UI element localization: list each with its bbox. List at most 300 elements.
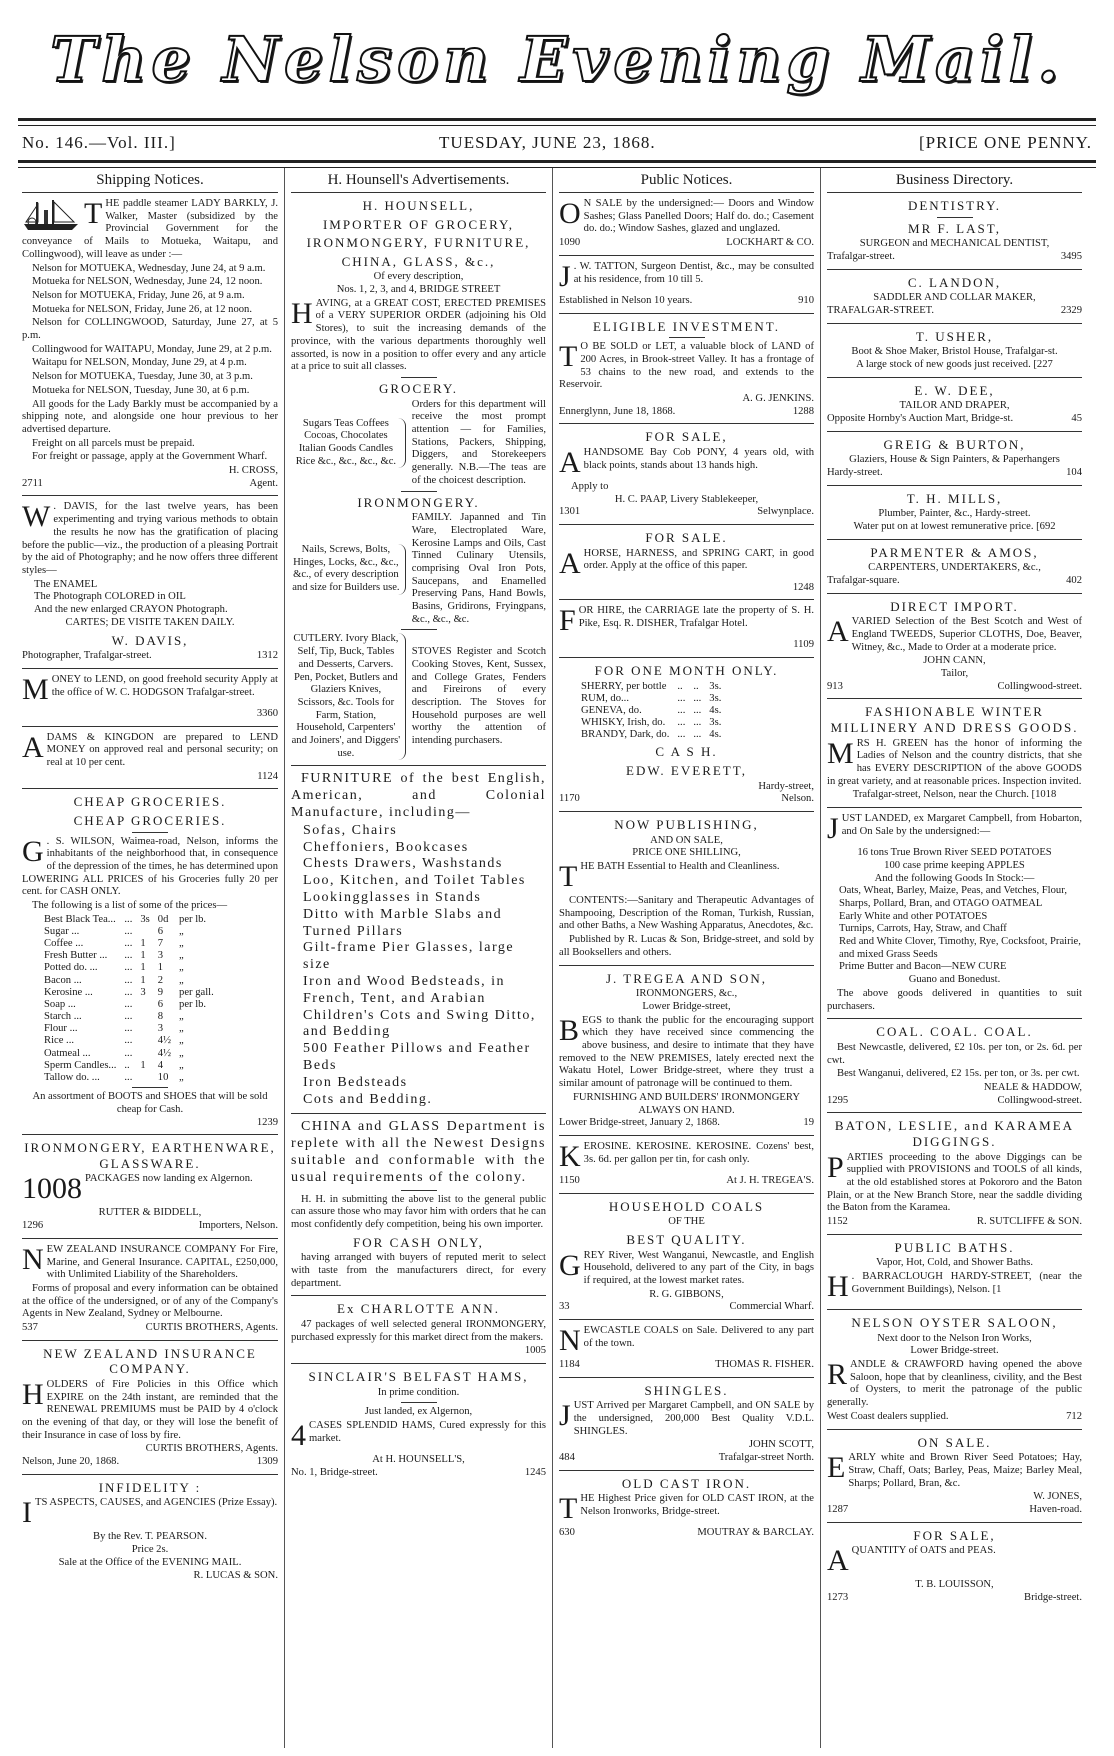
centered-line: H. C. PAAP, Livery Stablekeeper, [614,493,759,505]
ad-number: 484 [559,1452,575,1464]
ad-footer [559,237,814,250]
ad-heading: IRONMONGERY. [357,494,480,510]
ad-heading: CHEAP GROCERIES. [73,794,227,810]
paragraph [559,1141,814,1174]
paragraph-text: Best Wanganui, delivered, £2 15s. per ton, or 3s. per cwt. [837,1068,1080,1080]
price-cell: 4½ [157,1035,172,1047]
divider [827,807,1082,808]
price-cell: „ [179,1011,184,1023]
section-heading: Shipping Notices. [22,168,278,193]
paragraph [291,1252,546,1290]
paragraph [291,1420,546,1453]
ad-footer [827,1411,1082,1424]
paragraph-text: The following is a list of some of the prices— [32,900,228,912]
paragraph-text: ONEY to LEND, on good freehold security Apply at the office of W. C. HODGSON Trafalgar-street. [51,673,278,698]
list-line: The ENAMEL [34,578,98,590]
price-cell [136,1072,153,1084]
paragraph-text: TS ASPECTS, CAUSES, and AGENCIES (Prize Essay). [35,1497,278,1509]
divider [559,524,814,525]
ad-number: 1170 [559,793,580,805]
ad-footer [827,1216,1082,1229]
ad-number: 1152 [827,1216,848,1228]
ad-heading: FOR CASH ONLY, [353,1234,484,1250]
ad-heading: SINCLAIR'S BELFAST HAMS, [308,1369,529,1385]
ad-number: Established in Nelson 10 years. [559,294,693,306]
ad-heading: NEW ZEALAND INSURANCE COMPANY. [43,1345,257,1377]
list-line: Red and White Clover, Timothy, Rye, Cocksfoot, Prairie, and mixed Grass Seeds [839,936,1081,960]
list-line: Children's Cots and Swing Ditto, and Bedding [303,1007,536,1040]
ad-footer [559,1117,814,1130]
paragraph [22,385,278,398]
paragraph-text: OLDERS of Fire Policies in this Office which EXPIRE on the 24th instant, are reminded that the RENEWAL PREMIUMS must be PAID by 4 o'clock on the evening of that day, or they will lose the benefit of their Insurance in case of loss by fire. [22,1378,278,1441]
divider [559,1377,814,1378]
paragraph-text: The above goods delivered in quantities to suit purchasers. [827,987,1082,1012]
divider [22,1340,278,1341]
price-cell: per gall. [179,986,214,998]
ad-heading: NELSON OYSTER SALOON, [851,1315,1058,1331]
price-row [40,1035,218,1047]
list-line: Cots and Bedding. [303,1091,433,1107]
paragraph [291,1319,546,1344]
paragraph-text: HORSE, HARNESS, and SPRING CART, in good order. Apply at the office of this paper. [583,547,814,572]
price-cell [136,1048,153,1060]
ad-heading: C A S H. [655,744,718,760]
paragraph-text: ARLY white and Brown River Seed Potatoes; Hay, Straw, Chaff, Oats; Barley, Peas, Maize; Barley Meal, Sharps; Pollard, Bran, &c. [848,1452,1082,1489]
paragraph [22,836,278,900]
divider [559,657,814,658]
paragraph [22,290,278,303]
price: [PRICE ONE PENNY. [918,133,1092,152]
price-row [577,717,725,729]
centered-line: Trafalgar-street, Nelson, near the Church. [1018 [852,789,1057,801]
ad-signoff: Commercial Wharf. [729,1301,814,1313]
drop-cap: N [559,1324,581,1358]
price-cell: 0d [157,913,169,925]
list-line: Prime Butter and Bacon—NEW CURE [839,961,1007,973]
list-line: 500 Feather Pillows and Feather Beds [303,1041,531,1074]
paragraph-text: PACKAGES now landing ex Algernon. [85,1173,253,1185]
ad-footer [559,793,814,806]
list-line: Apply to [571,480,609,492]
column-2 [284,168,552,1748]
paragraph [559,548,814,581]
drop-cap: I [22,1496,32,1530]
ad-footer [559,1301,814,1314]
price-row [40,987,218,999]
list-line: Oats, Wheat, Barley, Maize, Peas, and Vetches, Flour, Sharps, Pollard, Bran, and OTAGO OATMEAL [839,885,1067,909]
paragraph [22,1173,278,1206]
columns [16,168,1098,1748]
paragraph [559,198,814,236]
list-line: Chests Drawers, Washstands [303,856,503,872]
paragraph-text: Motueka for NELSON, Friday, June 26, at 12 noon. [32,303,252,315]
signature: 1109 [793,639,814,651]
drop-cap: P [827,1150,844,1184]
divider [291,1363,546,1364]
divider [559,313,814,314]
price-cell: ... [693,704,702,716]
paragraph [291,771,546,821]
ad-heading: FOR SALE. [645,530,728,546]
centered-line: And the following Goods In Stock:— [874,872,1035,884]
price-cell: Sugar ... [44,925,80,937]
price-cell: „ [179,1035,184,1047]
ad-signoff: Selwynplace. [757,506,814,518]
price-cell: 6 [157,998,164,1010]
price-cell: Flour ... [44,1023,78,1035]
ad-heading: H. HOUNSELL, [362,198,475,213]
paragraph-text: FURNITURE of the best English, American, and Colonial Manufacture, including— [291,771,546,821]
ad-signoff: R. SUTCLIFFE & SON. [976,1216,1082,1228]
paragraph [22,371,278,384]
price-cell: GENEVA, do. [581,704,642,716]
ad-heading: FASHIONABLE WINTER MILLINERY AND DRESS GOODS. [830,704,1079,735]
ad-heading: PUBLIC BATHS. [894,1239,1015,1255]
price-cell: 9 [157,986,164,998]
bracket-items: Nails, Screws, Bolts, Hinges, Locks, &c., &c., &c., of every description and size for Builders use. [291,544,406,595]
price-cell: Coffee ... [44,938,84,950]
ad-heading: DIRECT IMPORT. [890,598,1019,614]
ad-footer [559,1359,814,1372]
paragraph-text: AVING, at a GREAT COST, ERECTED PREMISES of a VERY SUPERIOR ORDER (adjoining his Old Stores), to suit the increasing demands of the province, with the various departments thoroughly well assorted, is now in a position to offer every and any article at a price to suit all classes. [291,297,546,373]
ad-number: Lower Bridge-street, January 2, 1868. [559,1117,720,1129]
ad-footer [827,251,1082,264]
paragraph [827,1042,1082,1067]
centered-line: At H. HOUNSELL'S, [372,1454,465,1466]
price-row [40,1048,218,1060]
ad-signoff: Importers, Nelson. [198,1220,278,1232]
price-table [577,681,725,742]
paragraph [559,1250,814,1288]
price-cell: 3 [157,1023,164,1035]
list-line: Ditto with Marble Slabs and Turned Pillars [303,906,503,939]
ad-heading: CHINA, GLASS, &c., [341,253,496,269]
paragraph-text: Nelson for COLLINGWOOD, Saturday, June 27, at 5 p.m. [22,317,278,342]
drop-cap: A [827,1544,849,1578]
centered-line: Lower Bridge-street. [910,1345,999,1357]
paragraph [22,357,278,370]
bracket-items: CUTLERY. Ivory Black, Self, Tip, Buck, Tables and Desserts, Carvers. Pen, Pocket, Butlers and Glaziers Knives, Scissors, &c. Tools for Farm, Station, Household, Carpenters' and Joiners', and Diggers' use. [291,633,406,760]
paragraph [559,1400,814,1438]
centered-line: T. B. LOUISSON, [915,1579,994,1591]
price-cell: 6 [157,925,164,937]
ad-signoff: Collingwood-street. [997,1094,1082,1106]
ad-footer [559,506,814,519]
bracketed-list [291,399,546,488]
drop-cap: R [827,1358,848,1392]
centered-line: SADDLER AND COLLAR MAKER, [873,292,1036,304]
ad-signoff: CURTIS BROTHERS, Agents. [145,1322,278,1334]
price-cell: 3 [157,950,164,962]
price-cell: SHERRY, per bottle [581,680,667,692]
ad-heading: GREIG & BURTON, [883,436,1026,452]
drop-cap: T [84,197,103,230]
ad-heading: BEST QUALITY. [626,1231,747,1247]
ad-footer [827,467,1082,480]
signature: R. LUCAS & SON. [193,1569,278,1581]
price-cell: „ [179,1023,184,1035]
paragraph [827,1545,1082,1578]
ad-number: Ennerglynn, June 18, 1868. [559,405,676,417]
divider [559,811,814,812]
ad-signoff: 1245 [524,1466,546,1478]
divider [18,118,1096,126]
paragraph [559,895,814,933]
price-cell: Sperm Candles... [44,1059,117,1071]
drop-cap: A [559,445,581,479]
price-cell [136,1011,153,1023]
price-cell: „ [179,974,184,986]
divider [559,423,814,424]
short-rule [132,832,168,833]
paragraph-text: Nelson for MOTUEKA, Tuesday, June 30, at 3 p.m. [32,371,253,383]
list-line: Turnips, Carrots, Hay, Straw, and Chaff [839,923,1007,935]
ad-signoff: Nelson. [781,793,814,805]
ad-signoff: At J. H. TREGEA'S. [726,1174,814,1186]
ad-signoff: Haven-road. [1029,1503,1082,1515]
price-cell: Potted do. ... [44,962,98,974]
price-cell: 4 [157,1059,164,1071]
price-cell: „ [179,1071,184,1083]
divider [827,377,1082,378]
price-cell: ... [124,925,133,937]
ad-number: No. 1, Bridge-street. [291,1466,378,1478]
drop-cap: M [22,672,49,706]
paragraph [22,732,278,770]
short-rule [401,1402,437,1403]
paragraph [291,1194,546,1232]
price-cell: „ [179,938,184,950]
ad-signoff: 45 [1071,412,1082,424]
ad-heading: BATON, LESLIE, and KARAMEA DIGGINGS. [834,1118,1075,1149]
drop-cap: A [22,730,44,764]
price-cell: Rice ... [44,1035,75,1047]
drop-cap: B [559,1013,580,1047]
ad-number: 33 [559,1301,570,1313]
price-cell [136,999,153,1011]
ad-signoff: 910 [798,294,814,306]
paragraph [22,900,278,913]
price-cell: Tallow do. ... [44,1071,100,1083]
price-cell: ... [124,986,133,998]
paragraph-text: . W. TATTON, Surgeon Dentist, &c., may be consulted at his residence, from 10 till 5. [573,260,814,285]
paragraph [291,1119,546,1186]
paragraph-text: For freight or passage, apply at the Government Wharf. [32,451,268,463]
divider [559,1470,814,1471]
drop-cap: A [827,615,849,649]
price-row [40,999,218,1011]
price-cell: 1 [140,962,146,974]
ad-footer [827,681,1082,694]
centered-line: RUTTER & BIDDELL, [98,1207,202,1219]
paragraph-text: VARIED Selection of the Best Scotch and West of England TWEEDS, Superior CLOTHS, Doe, Beaver, Witney, &c., Made to Order at a moderate price. [851,616,1082,653]
ad-number: 1296 [22,1220,44,1232]
ad-signoff: THOMAS R. FISHER. [715,1359,814,1371]
short-rule [401,377,437,378]
paragraph-text: Best Newcastle, delivered, £2 10s. per ton, or 2s. 6d. per cwt. [827,1041,1082,1066]
ad-footer [559,1527,814,1540]
price-cell: Soap ... [44,998,76,1010]
paragraph [22,438,278,451]
price-row [577,681,725,693]
divider [827,1309,1082,1310]
signature: Hardy-street, [758,780,814,792]
divider [827,1234,1082,1235]
paragraph-text: RS H. GREEN has the honor of informing the Ladies of Nelson and the country districts, that she has EVERY DESCRIPTION of the above GOODS in great variety, and at reasonable prices. Inspection invited. [827,737,1082,787]
divider [827,539,1082,540]
list-line: Early White and other POTATOES [839,910,988,922]
paragraph [559,1493,814,1526]
ad-signoff: Bridge-street. [1024,1591,1082,1603]
centered-line: SURGEON and MECHANICAL DENTIST, [859,238,1050,250]
drop-cap: J [827,812,839,846]
paragraph [827,616,1082,654]
ad-signoff: LOCKHART & CO. [726,237,814,249]
divider [22,1474,278,1475]
divider [827,1429,1082,1430]
paragraph-text: CASES SPLENDID HAMS, Cured expressly for this market. [309,1420,546,1444]
centered-line: Tailor, [940,668,969,679]
section-heading: Business Directory. [827,168,1082,193]
price-cell: ... [124,913,133,925]
divider [559,1135,814,1136]
short-rule [937,217,973,218]
price-cell: 7 [157,938,164,950]
price-row [577,705,725,717]
ad-footer [22,1220,278,1233]
paragraph-text: Forms of proposal and every information can be obtained at the office of the undersigned, or of any of the Company's Agents in New Zealand, Sydney or Melbourne. [22,1282,278,1320]
paragraph [827,1271,1082,1304]
price-cell: 1 [140,950,146,962]
price-cell: ... [693,692,702,704]
signature: W. JONES, [1033,1491,1082,1503]
paragraph-text: HE Highest Price given for OLD CAST IRON, at the Nelson Ironworks, Bridge-street. [580,1493,814,1518]
price-cell: 4s. [709,729,722,741]
drop-cap: O [559,197,581,230]
paragraph-text: DAMS & KINGDON are prepared to LEND MONEY on approved real and personal security; on real at 10 per cent. [46,731,278,768]
list-line: Iron Bedsteads [303,1074,408,1090]
price-row [40,1072,218,1084]
divider [827,269,1082,270]
ad-footer [22,1322,278,1335]
centered-line: CARPENTERS, UNDERTAKERS, &c., [868,562,1041,574]
bracket-items: Sugars Teas Coffees Cocoas, Chocolates Italian Goods Candles Rice &c., &c., &c., &c. [291,418,406,469]
column-3 [552,168,820,1748]
centered-line: By the Rev. T. PEARSON. [93,1531,207,1543]
drop-cap: G [22,834,44,868]
paragraph [827,988,1082,1013]
price-row [40,962,218,974]
ad-number: Opposite Hornby's Auction Mart, Bridge-st. [827,412,1014,424]
drop-cap: F [559,604,576,638]
paragraph [22,263,278,276]
centered-line: Vapor, Hot, Cold, and Shower Baths. [876,1257,1033,1269]
price-cell: Bacon ... [44,974,82,986]
divider [559,599,814,600]
ad-heading: EDW. EVERETT, [626,763,747,779]
paragraph [559,605,814,638]
paragraph [559,447,814,480]
centered-line: Lower Bridge-street, [642,1000,731,1012]
divider [827,1018,1082,1019]
ad-heading: IRONMONGERY, FURNITURE, [306,235,531,251]
signature: 1005 [524,1345,546,1357]
divider [827,698,1082,699]
drop-cap: T [559,340,578,374]
paragraph-text: . BARRACLOUGH HARDY-STREET, (near the Government Buildings), Nelson. [1 [851,1271,1082,1295]
price-cell: WHISKY, Irish, do. [581,717,666,729]
paragraph-text: Collingwood for WAITAPU, Monday, June 29, at 2 p.m. [32,343,272,355]
ad-heading: GROCERY. [379,381,458,396]
ad-signoff: Collingwood-street. [997,680,1082,692]
ad-number: 1150 [559,1174,580,1186]
ad-number: Nelson, June 20, 1868. [22,1456,120,1468]
newspaper-title: The Nelson Evening Mail. [50,22,1064,96]
paragraph-text: Nelson for MOTUEKA, Friday, June 26, at 9 a.m. [32,289,245,301]
price-table [40,914,218,1084]
bracketed-list [291,512,546,626]
divider [827,431,1082,432]
paragraph [22,276,278,289]
list-line: Iron and Wood Bedsteads, in French, Tent, and Arabian [303,974,506,1006]
centered-line: PRICE ONE SHILLING, [632,847,741,859]
price-cell: 1 [157,962,164,974]
ad-number: 2711 [22,477,43,489]
paragraph-text: HANDSOME Bay Cob PONY, 4 years old, with black points, stands about 13 hands high. [583,446,814,471]
short-rule [132,1087,168,1088]
ad-footer [827,413,1082,426]
signature: 1248 [792,581,814,593]
ad-footer [827,1504,1082,1517]
centered-line: Guano and Bonedust. [908,974,1001,986]
signature: JOHN SCOTT, [748,1439,814,1451]
paragraph-text: UST LANDED, ex Margaret Campbell, from Hobarton, and On Sale by the undersigned:— [841,813,1082,837]
masthead [0,0,1114,118]
price-row [40,938,218,950]
ad-number: Hardy-street. [827,466,883,478]
ad-footer [559,406,814,419]
price-cell: ... [124,1071,133,1083]
signature: A. G. JENKINS. [742,392,814,404]
column-4 [820,168,1088,1748]
drop-cap: H [291,296,313,330]
paragraph [559,341,814,392]
centered-line: An assortment of BOOTS and SHOES that will be sold cheap for Cash. [32,1091,268,1115]
ad-heading: FOR SALE, [913,1527,996,1543]
centered-line: Next door to the Nelson Iron Works, [877,1332,1032,1344]
divider [22,495,278,496]
divider [827,1522,1082,1523]
ad-signoff: 402 [1066,574,1082,586]
paragraph-text: Freight on all parcels must be prepaid. [32,437,195,449]
ad-footer [827,1592,1082,1605]
price-cell: Oatmeal ... [44,1047,91,1059]
ad-signoff: 19 [803,1117,814,1129]
centered-line: A large stock of new goods just received. [227 [856,358,1053,370]
divider [22,788,278,789]
divider [291,765,546,766]
paragraph [22,344,278,357]
ad-heading: ON SALE. [917,1434,992,1450]
divider [291,1113,546,1114]
price-cell: 1 [140,938,146,950]
ad-signoff: 1312 [256,650,278,662]
ad-signoff: 3495 [1060,250,1082,262]
signature: H. CROSS, [228,465,278,477]
centered-line: Sale at the Office of the EVENING MAIL. [58,1556,242,1568]
paragraph-text: ANDLE & CRAWFORD having opened the above Saloon, hope that by cleanliness, civility, and the Best of Oysters, to merit the patronage of the public generally. [827,1359,1082,1409]
paragraph-text: Motueka for NELSON, Wednesday, June 24, 12 noon. [32,276,263,288]
